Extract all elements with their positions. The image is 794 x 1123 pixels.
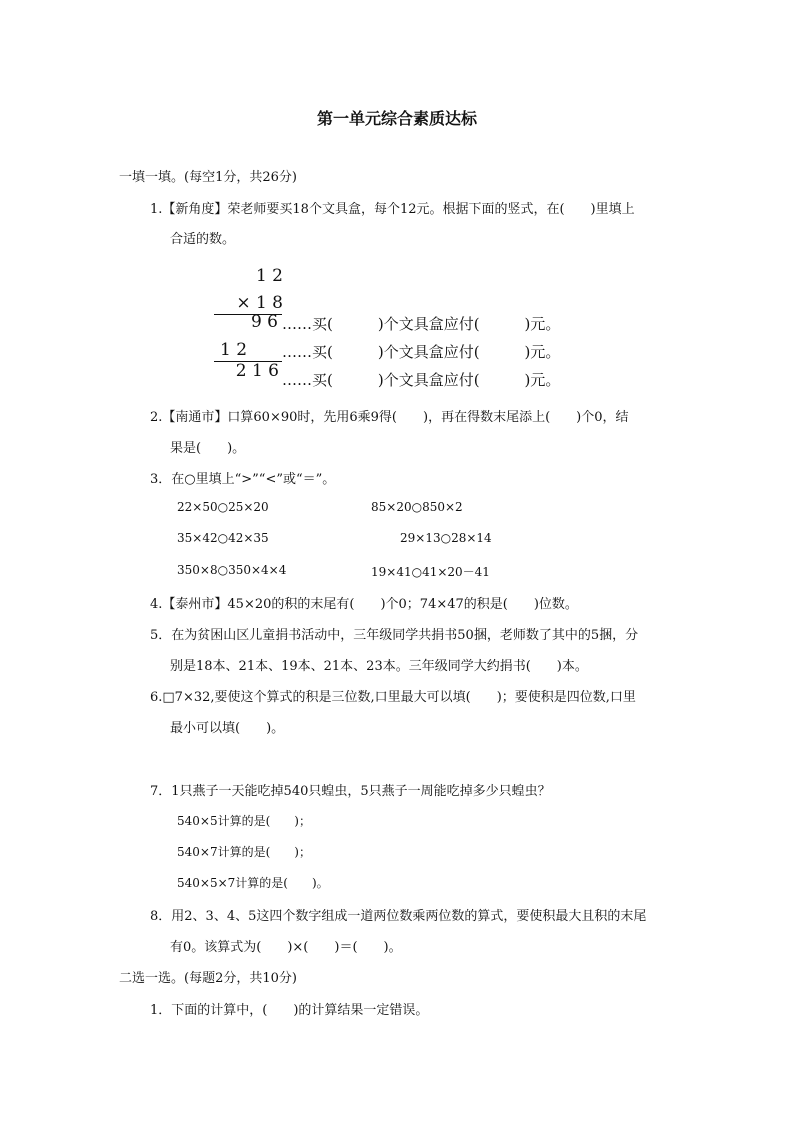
q7-item-b: 540×7计算的是( )； [177, 845, 311, 859]
vertical-row-multiplier: × 1 8 [236, 293, 283, 313]
q3-item-1: 22×50○25×20 [177, 500, 269, 514]
q3-item-3: 35×42○42×35 [177, 531, 269, 545]
q1-tail-3: ……买( )个文具盒应付( )元。 [282, 371, 561, 389]
q2-line1: 2.【南通市】口算60×90时，先用6乘9得( )，再在得数末尾添上( )个0，结 [150, 410, 629, 425]
q3-item-5: 350×8○350×4×4 [177, 563, 287, 577]
q7-item-c: 540×5×7计算的是( )。 [177, 876, 329, 890]
q1-line1: 1.【新角度】荣老师要买18个文具盒，每个12元。根据下面的竖式，在( )里填上 [150, 202, 635, 217]
q1-tail-2: ……买( )个文具盒应付( )元。 [282, 343, 561, 361]
q2-line2: 果是( )。 [170, 441, 246, 456]
q3-item-4: 29×13○28×14 [400, 531, 492, 545]
page-title: 第一单元综合素质达标 [316, 109, 477, 128]
q1-line2: 合适的数。 [170, 232, 236, 247]
vertical-row-partial-1: 9 6 [250, 312, 278, 332]
s2-q1-line1: 1．下面的计算中，( )的计算结果一定错误。 [150, 1003, 429, 1018]
q5-line1: 5．在为贫困山区儿童捐书活动中，三年级同学共捐书50捆，老师数了其中的5捆，分 [150, 628, 639, 643]
q6-line2: 最小可以填( )。 [170, 721, 285, 736]
q3-item-6: 19×41○41×20－41 [371, 565, 490, 579]
q8-line2: 有0。该算式为( )×( )＝( )。 [170, 940, 402, 955]
q7-line1: 7．1只燕子一天能吃掉540只蝗虫，5只燕子一周能吃掉多少只蝗虫？ [150, 784, 551, 799]
q6-line1: 6.□7×32,要使这个算式的积是三位数,口里最大可以填( )；要使积是四位数,口里 [150, 690, 636, 705]
q5-line2: 别是18本、21本、19本、21本、23本。三年级同学大约捐书( )本。 [170, 659, 588, 674]
vertical-row-multiplicand: 1 2 [255, 266, 283, 286]
section-2-heading: 二选一选。(每题2分，共10分) [119, 971, 297, 986]
q3-item-2: 85×20○850×2 [371, 500, 463, 514]
section-1-heading: 一填一填。(每空1分，共26分) [119, 170, 297, 185]
q1-tail-1: ……买( )个文具盒应付( )元。 [282, 315, 561, 333]
q7-item-a: 540×5计算的是( )； [177, 814, 311, 828]
q4-line1: 4.【泰州市】45×20的积的末尾有( )个0；74×47的积是( )位数。 [150, 597, 578, 612]
vertical-row-product: 2 1 6 [235, 361, 279, 381]
q3-line1: 3．在○里填上“>”“<”或“＝”。 [150, 472, 336, 487]
q8-line1: 8．用2、3、4、5这四个数字组成一道两位数乘两位数的算式，要使积最大且积的末尾 [150, 909, 647, 924]
vertical-row-partial-2: 1 2 [220, 340, 248, 360]
